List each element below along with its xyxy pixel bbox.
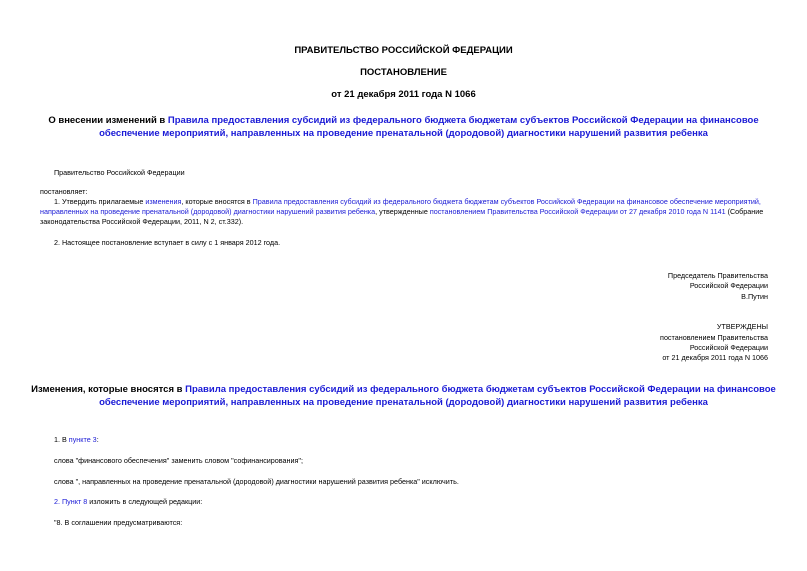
signature-position-2: Российской Федерации bbox=[689, 281, 768, 290]
document-title bbox=[30, 114, 777, 140]
change-2 bbox=[54, 497, 202, 507]
decree-1141-link[interactable]: постановлением Правительства Российской Федерации от 27 декабря 2010 года N 1141 bbox=[429, 207, 726, 216]
change-1-text-a: 1. В bbox=[54, 435, 69, 444]
p1-text-d: (Собрание законодательства Российской Федерации, 2011, N 2, ст.332). bbox=[40, 207, 764, 226]
approved-by: постановлением Правительства bbox=[660, 333, 768, 342]
decides-text: постановляет: bbox=[40, 187, 88, 196]
document-type: ПОСТАНОВЛЕНИЕ bbox=[360, 67, 447, 78]
point-8-link[interactable]: 2. Пункт 8 bbox=[54, 497, 88, 506]
p1-text-c: , утвержденные bbox=[375, 207, 430, 216]
government-heading: ПРАВИТЕЛЬСТВО РОССИЙСКОЙ ФЕДЕРАЦИИ bbox=[294, 45, 513, 56]
approved-date: от 21 декабря 2011 года N 1066 bbox=[662, 353, 768, 362]
change-1-words-1: слова "финансового обеспечения" заменить словом "софинансирования"; bbox=[54, 456, 303, 465]
change-1-words-2: слова ", направленных на проведение пренатальной (дородовой) диагностики нарушений развития ребенка" исключить. bbox=[54, 477, 459, 486]
changes-title bbox=[30, 383, 777, 409]
changes-link[interactable]: изменения bbox=[145, 197, 182, 206]
changes-title-rules-link[interactable]: Правила предоставления субсидий из федерального бюджета бюджетам субъектов Российской Федерации на финансовое обеспечение мероприятий, направленных на проведение пренатальной (дородовой) диагностики нарушений развития ребенка bbox=[99, 384, 776, 408]
change-1-text-b: : bbox=[96, 435, 99, 444]
rules-link[interactable]: Правила предоставления субсидий из федерального бюджета бюджетам субъектов Российской Федерации на финансовое обеспечение мероприятий, направленных на проведение пренатальной (дородовой) диагностики нарушений развития ребенка bbox=[40, 197, 761, 216]
point-3-link[interactable]: пункте 3 bbox=[68, 435, 97, 444]
p1-text-a: 1. Утвердить прилагаемые bbox=[54, 197, 146, 206]
signature-position-1: Председатель Правительства bbox=[667, 271, 768, 280]
changes-title-prefix: Изменения, которые вносятся в bbox=[31, 384, 186, 395]
document-date: от 21 декабря 2011 года N 1066 bbox=[331, 89, 476, 100]
p1-text-b: , которые вносятся в bbox=[181, 197, 253, 206]
issuer-text: Правительство Российской Федерации bbox=[54, 168, 185, 177]
signature-name: В.Путин bbox=[741, 292, 768, 301]
title-rules-link[interactable]: Правила предоставления субсидий из федерального бюджета бюджетам субъектов Российской Федерации на финансовое обеспечение мероприятий, направленных на проведение пренатальной (дородовой) диагностики нарушений развития ребенка bbox=[99, 115, 759, 139]
approved-heading: УТВЕРЖДЕНЫ bbox=[716, 322, 768, 331]
change-1 bbox=[54, 435, 99, 445]
paragraph-1 bbox=[40, 197, 768, 227]
approved-country: Российской Федерации bbox=[689, 343, 768, 352]
change-2-text: изложить в следующей редакции: bbox=[87, 497, 203, 506]
paragraph-2: 2. Настоящее постановление вступает в силу с 1 января 2012 года. bbox=[54, 238, 281, 247]
title-prefix: О внесении изменений в bbox=[48, 115, 168, 126]
change-3: "8. В соглашении предусматриваются: bbox=[54, 518, 183, 527]
